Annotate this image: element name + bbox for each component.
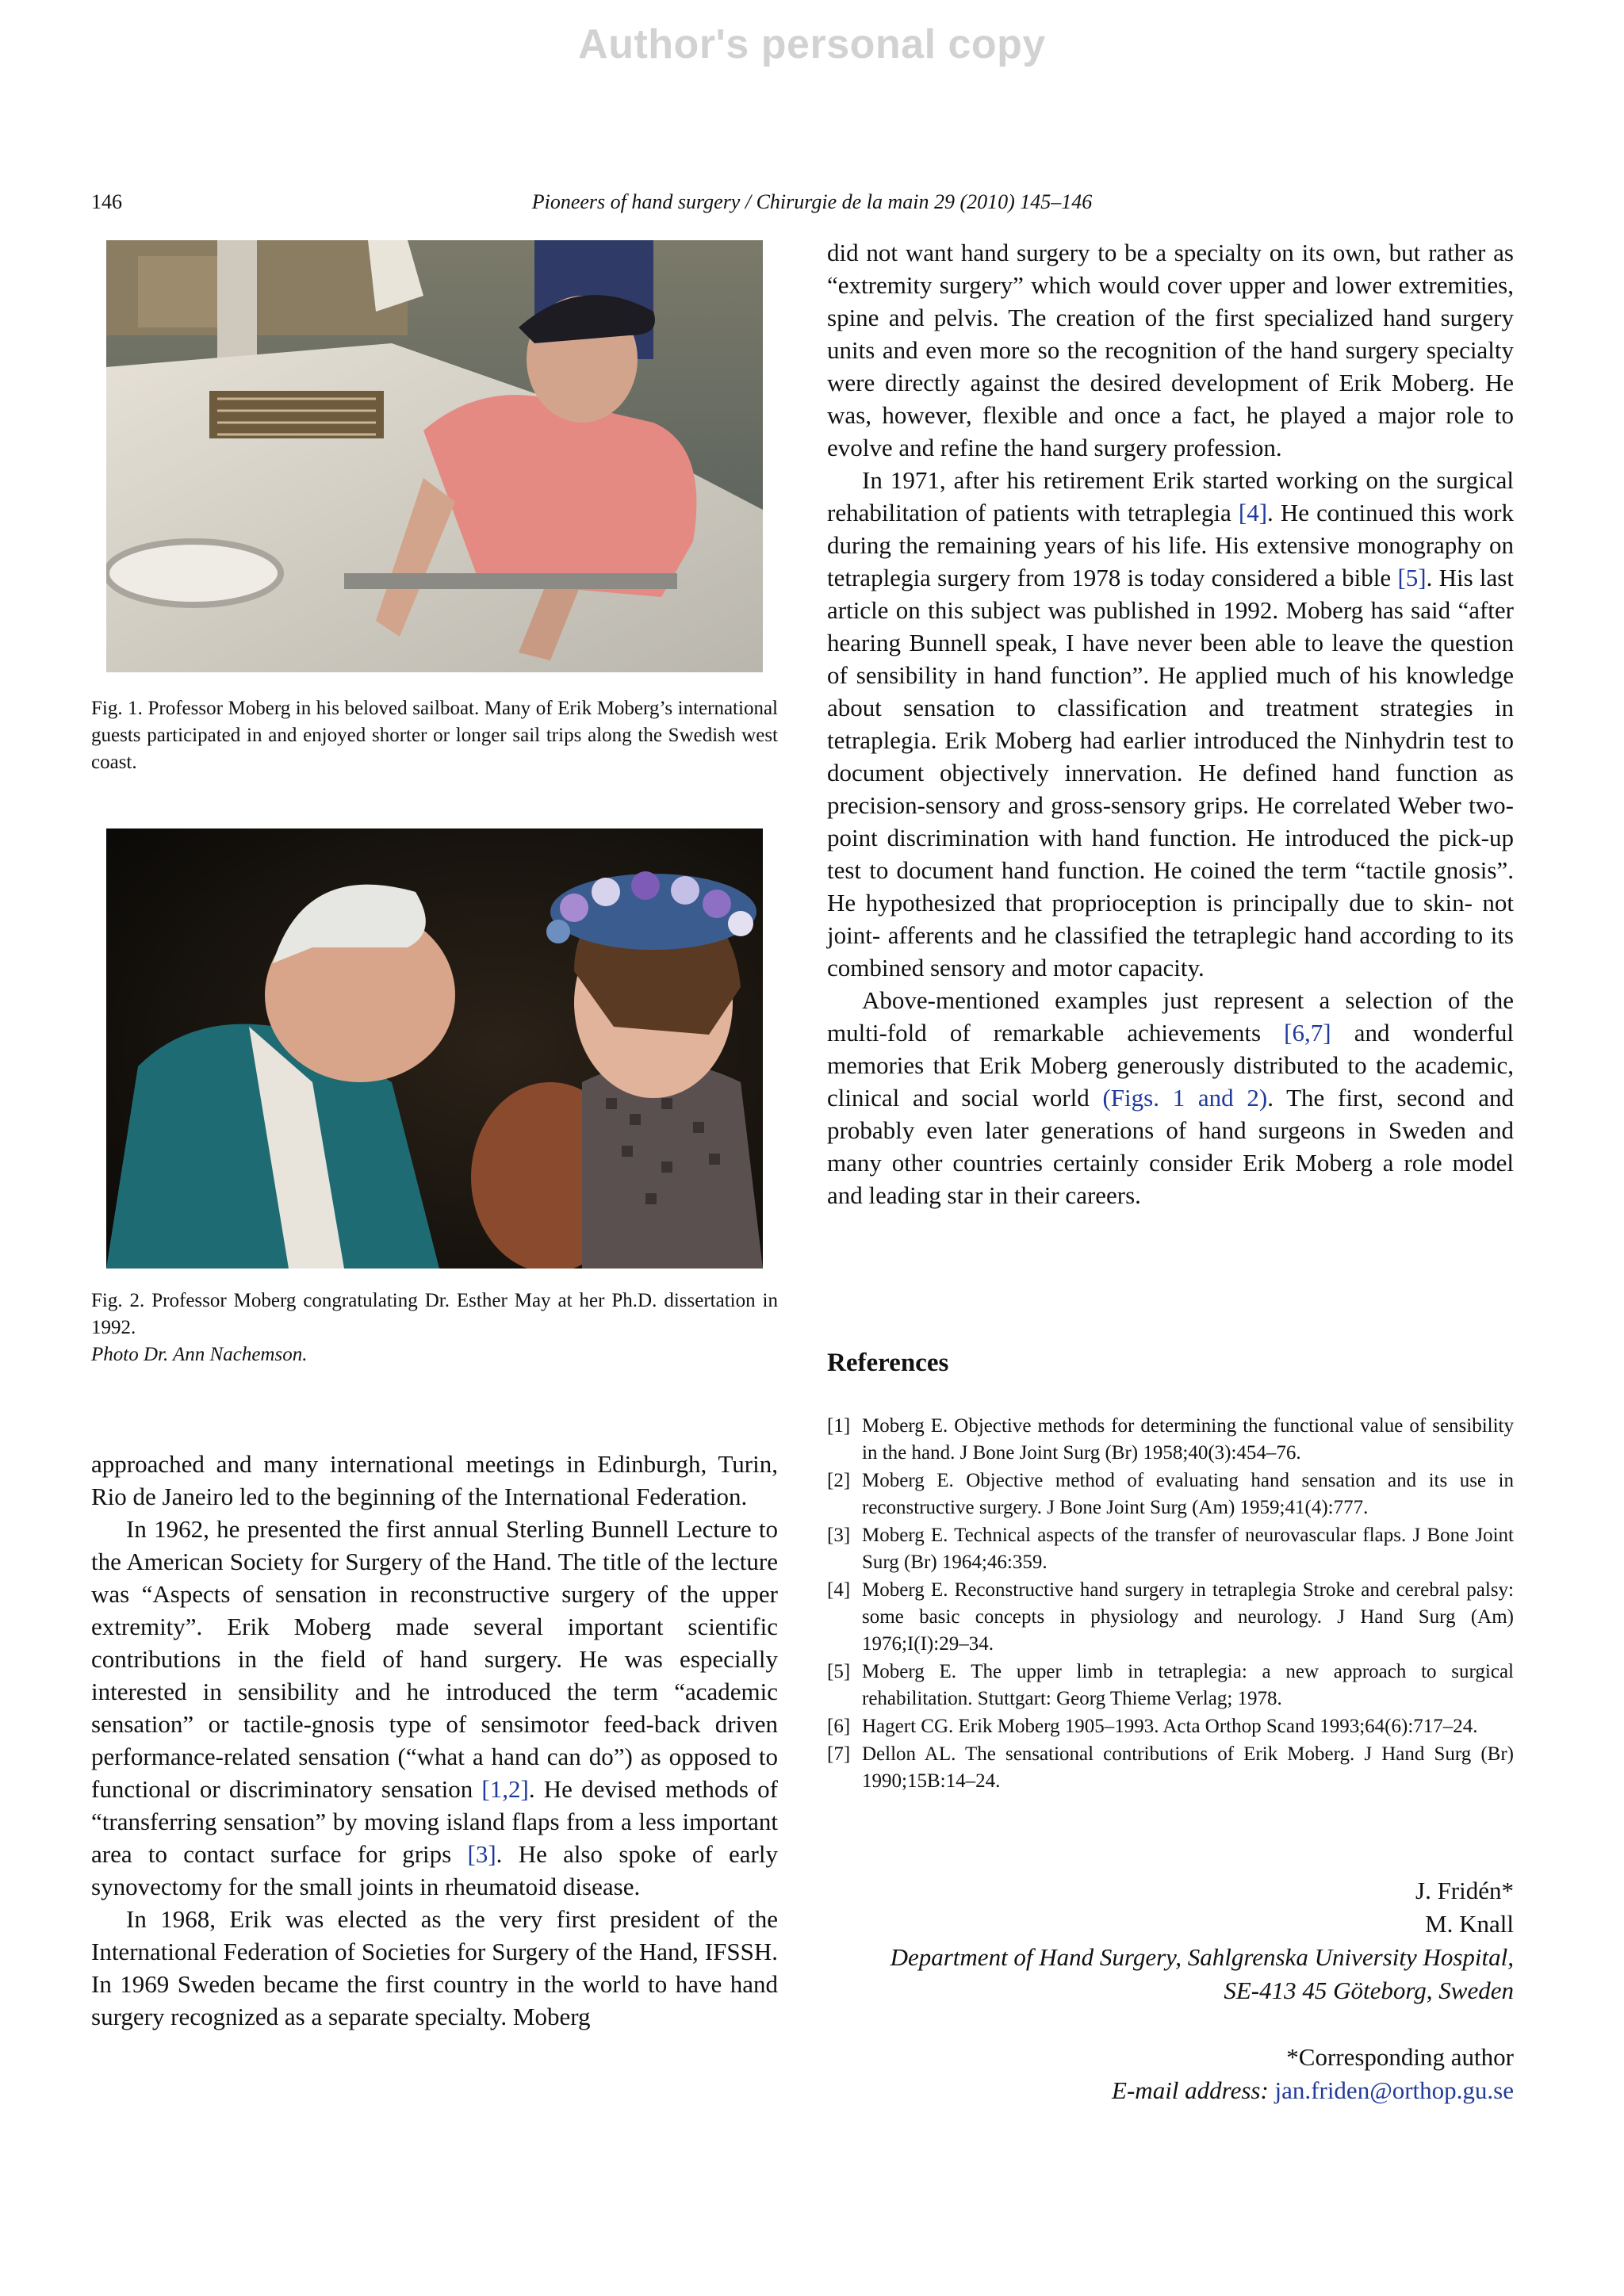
reference-number: [1]	[827, 1415, 851, 1437]
reference-item	[827, 1659, 1514, 1712]
reference-item	[827, 1468, 1514, 1521]
figure-2-caption-text: Fig. 2. Professor Moberg congratulating Dr. Esther May at her Ph.D. dissertation in 1992.	[91, 1290, 778, 1338]
figure-link[interactable]: (Figs. 1 and 2)	[1102, 1084, 1268, 1112]
page-number: 146	[91, 190, 122, 213]
email-link[interactable]: jan.friden@orthop.gu.se	[1274, 2076, 1514, 2104]
reference-item	[827, 1713, 1514, 1740]
citation-link[interactable]: [6,7]	[1284, 1019, 1331, 1047]
email-label: E-mail address:	[1112, 2076, 1269, 2104]
author-1: J. Fridén*	[1415, 1877, 1514, 1904]
left-paragraph-2-text-a: In 1962, he presented the first annual Sterling Bunnell Lecture to the American Society for Surgery of the Hand. The title of the lecture was “Aspects of sensation in reconstructive surgery of the upper extremity”. Erik Moberg made several important scientific contributions in the field of hand surgery. He was especially interested in sensibility and he introduced the term “academic sensation” or tactile-gnosis type of sensimotor feed-back driven performance-related sensation (“what a hand can do”) as opposed to functional or discriminatory sensation	[91, 1515, 778, 1803]
left-paragraph-2	[91, 1513, 778, 1903]
right-paragraph-2-text-b: . He continued this work during the remaining years of his life. His extensive monography on tetraplegia surgery from 1978 is today considered a bible	[827, 499, 1515, 591]
right-paragraph-2-text-c: . His last article on this subject was published in 1992. Moberg has said “after hearing Bunnell speak, I have never been able to leave the question of sensibility in hand function”. He applied much of his knowledge about sensation to classification and treatment strategies in tetraplegia. Erik Moberg had earlier introduced the Ninhydrin test to document objectively innervation. He defined hand function as precision-sensory and gross-sensory grips. He correlated Weber two-point discrimination with hand function. He introduced the pick-up test to document hand function. He coined the term “tactile gnosis”. He hypothesized that proprioception is principally due to skin- not joint- afferents and he classified the tetraplegic hand according to its combined sensory and motor capacity.	[827, 564, 1514, 982]
right-paragraph-3-text-b: and wonderful memories that Erik Moberg generously distributed to the academic, clinical and social world	[827, 1019, 1514, 1112]
figure-1-photo	[106, 240, 763, 672]
reference-number: [5]	[827, 1661, 851, 1682]
left-column-body	[91, 1448, 778, 2033]
reference-text: Moberg E. Objective methods for determining the functional value of sensibility in the hand. J Bone Joint Surg (Br) 1958;40(3):454–76.	[862, 1415, 1514, 1464]
reference-number: [7]	[827, 1743, 851, 1765]
right-paragraph-2	[827, 464, 1514, 984]
left-paragraph-2-text-b: . He devised methods of “transferring sensation” by moving island flaps from a less important area to contact surface for grips	[91, 1775, 779, 1868]
right-paragraph-3-text-c: . The first, second and probably even later generations of hand surgeons in Sweden and many other countries certainly consider Erik Moberg a role model and leading star in their careers.	[827, 1084, 1514, 1209]
citation-link[interactable]: [5]	[1397, 564, 1427, 591]
reference-text: Moberg E. Reconstructive hand surgery in tetraplegia Stroke and cerebral palsy: some basic concepts in physiology and neurology. J Hand Surg (Am) 1976;I(I):29–34.	[862, 1579, 1514, 1655]
corresponding-author-note: *Corresponding author	[1286, 2043, 1514, 2071]
reference-item	[827, 1577, 1514, 1658]
figure-2-caption	[91, 1288, 778, 1368]
right-column-body	[827, 236, 1514, 1211]
author-2: M. Knall	[1425, 1910, 1514, 1938]
left-paragraph-1: approached and many international meetings in Edinburgh, Turin, Rio de Janeiro led to the beginning of the International Federation.	[91, 1450, 778, 1510]
reference-text: Hagert CG. Erik Moberg 1905–1993. Acta Orthop Scand 1993;64(6):717–24.	[862, 1716, 1478, 1737]
figure-1-caption: Fig. 1. Professor Moberg in his beloved sailboat. Many of Erik Moberg’s international guests participated in and enjoyed shorter or longer sail trips along the Swedish west coast.	[91, 698, 778, 773]
reference-number: [6]	[827, 1716, 851, 1737]
references-list	[827, 1413, 1514, 1796]
left-paragraph-3: In 1968, Erik was elected as the very first president of the International Federation of Societies for Surgery of the Hand, IFSSH. In 1969 Sweden became the first country in the world to have hand surgery recognized as a separate specialty. Moberg	[91, 1905, 778, 2030]
reference-text: Moberg E. Technical aspects of the transfer of neurovascular flaps. J Bone Joint Surg (Br) 1964;46:359.	[862, 1525, 1514, 1573]
reference-number: [2]	[827, 1470, 851, 1491]
citation-link[interactable]: [3]	[467, 1840, 496, 1868]
reference-number: [4]	[827, 1579, 851, 1601]
reference-number: [3]	[827, 1525, 851, 1546]
left-paragraph-2-text-c: . He also spoke of early synovectomy for the small joints in rheumatoid disease.	[91, 1840, 778, 1900]
citation-link[interactable]: [1,2]	[481, 1775, 529, 1803]
figure-2-photo	[106, 828, 763, 1269]
affiliation-line-1: Department of Hand Surgery, Sahlgrenska University Hospital,	[890, 1943, 1514, 1971]
watermark: Author's personal copy	[578, 21, 1046, 67]
figure-2-photo-credit: Photo Dr. Ann Nachemson.	[91, 1344, 308, 1365]
reference-item	[827, 1741, 1514, 1795]
reference-text: Moberg E. The upper limb in tetraplegia: a new approach to surgical rehabilitation. Stuttgart: Georg Thieme Verlag; 1978.	[862, 1661, 1514, 1709]
references-heading: References	[827, 1349, 949, 1377]
right-paragraph-3-text-a: Above-mentioned examples just represent a selection of the multi-fold of remarkable achievements	[827, 986, 1514, 1047]
email-line	[827, 2074, 1514, 2107]
reference-item	[827, 1413, 1514, 1467]
signature-block	[827, 1874, 1514, 2107]
right-paragraph-2-text-a: In 1971, after his retirement Erik started working on the surgical rehabilitation of patients with tetraplegia	[827, 466, 1514, 526]
right-paragraph-1: did not want hand surgery to be a specialty on its own, but rather as “extremity surgery” which would cover upper and lower extremities, spine and pelvis. The creation of the first specialized hand surgery units and even more so the recognition of the hand surgery specialty were directly against the desired development of Erik Moberg. He was, however, flexible and once a fact, he played a major role to evolve and refine the hand surgery profession.	[827, 239, 1514, 461]
citation-link[interactable]: [4]	[1238, 499, 1268, 526]
affiliation-line-2: SE-413 45 Göteborg, Sweden	[1224, 1976, 1514, 2004]
reference-item	[827, 1522, 1514, 1576]
reference-text: Dellon AL. The sensational contributions of Erik Moberg. J Hand Surg (Br) 1990;15B:14–24.	[862, 1743, 1514, 1792]
signature-spacer	[827, 2007, 1514, 2041]
right-paragraph-3	[827, 984, 1514, 1211]
running-head: Pioneers of hand surgery / Chirurgie de la main 29 (2010) 145–146	[531, 190, 1093, 213]
reference-text: Moberg E. Objective method of evaluating hand sensation and its use in reconstructive surgery. J Bone Joint Surg (Am) 1959;41(4):777.	[862, 1470, 1514, 1518]
